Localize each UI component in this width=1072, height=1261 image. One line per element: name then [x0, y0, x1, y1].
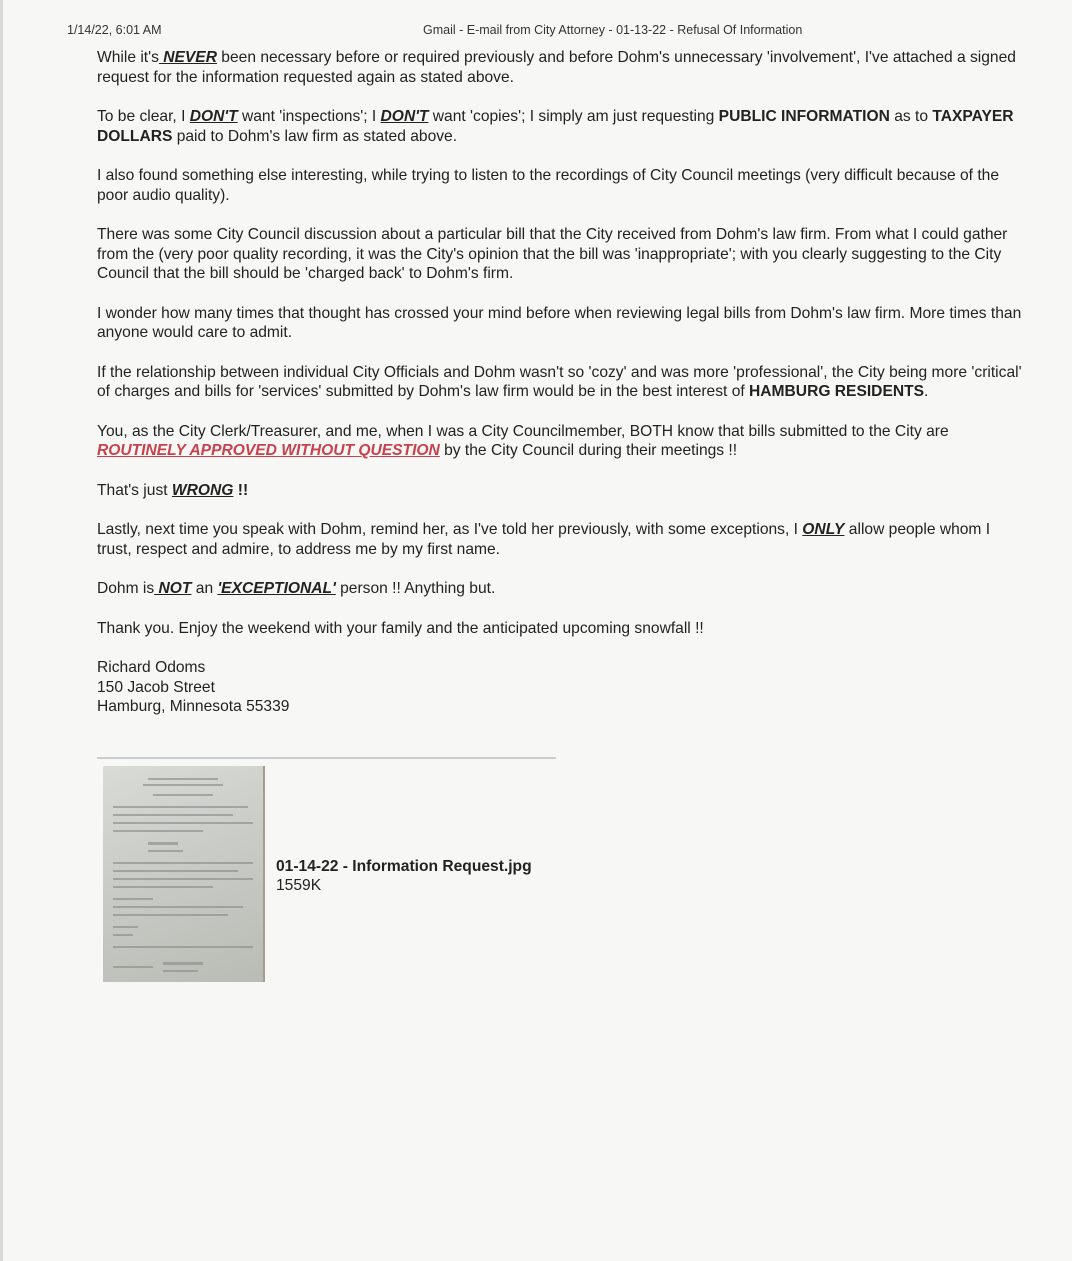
emphasis-not: NOT	[154, 580, 192, 597]
thumb-text-line	[113, 914, 228, 916]
thumb-text-line	[148, 850, 183, 852]
emphasis-never: NEVER	[158, 49, 217, 66]
text: To be clear, I	[97, 108, 190, 125]
text: been necessary before or required previously and before Dohm's unnecessary 'involvement', I've attached a signed request for the information requested again as stated above.	[97, 49, 1016, 86]
paragraph-1	[97, 48, 1022, 87]
text: You, as the City Clerk/Treasurer, and me, when I was a City Councilmember, BOTH know that bills submitted to the City are	[97, 422, 949, 440]
text: by the City Council during their meetings !!	[439, 442, 738, 459]
thumb-text-line	[113, 886, 213, 888]
paragraph-9	[97, 520, 1022, 559]
thumb-text-line	[163, 962, 203, 965]
thumb-text-line	[148, 778, 218, 780]
text: Lastly, next time you speak with Dohm, remind her, as I've told her previously, with some exceptions, I	[97, 521, 803, 538]
paragraph-7	[97, 422, 1022, 461]
thumb-text-line	[113, 934, 133, 936]
attachment-thumbnail[interactable]	[103, 766, 265, 982]
thumb-text-line	[113, 898, 153, 900]
emphasis-only: ONLY	[802, 521, 845, 538]
thumb-text-line	[113, 806, 248, 808]
email-body	[97, 48, 1022, 717]
thumb-text-line	[163, 970, 198, 972]
thumb-text-line	[113, 926, 138, 928]
paragraph-11: Thank you. Enjoy the weekend with your family and the anticipated upcoming snowfall !!	[97, 619, 704, 637]
page-left-edge	[0, 0, 3, 1261]
attachment-filename[interactable]: 01-14-22 - Information Request.jpg	[276, 858, 532, 875]
text: want 'inspections'; I	[237, 108, 381, 125]
emphasis-routinely-approved: ROUTINELY APPROVED WITHOUT QUESTION	[97, 442, 440, 459]
emphasis-wrong: WRONG	[171, 481, 234, 499]
thumb-text-line	[113, 830, 203, 832]
thumb-text-line	[148, 842, 178, 845]
signature-name: Richard Odoms	[97, 659, 206, 676]
thumb-text-line	[143, 784, 223, 786]
thumb-text-line	[113, 878, 253, 880]
thumb-text-line	[153, 794, 213, 796]
thumb-text-line	[113, 862, 253, 864]
paragraph-10	[97, 579, 1022, 599]
attachment-size: 1559K	[276, 877, 322, 894]
attachment-divider	[97, 757, 556, 759]
print-header	[67, 23, 1007, 39]
attachment-info	[276, 857, 532, 895]
text: allow people whom I trust, respect and admire, to address me by my first name.	[97, 521, 991, 558]
signature-city: Hamburg, Minnesota 55339	[97, 698, 290, 715]
text: !!	[233, 481, 249, 499]
thumb-text-line	[113, 814, 233, 816]
text: That's just	[97, 481, 172, 499]
text: paid to Dohm's law firm as stated above.	[172, 127, 458, 145]
emphasis-dont-2: DON'T	[380, 108, 429, 125]
signature-street: 150 Jacob Street	[97, 678, 215, 696]
text: If the relationship between individual City Officials and Dohm wasn't so 'cozy' and was more 'professional', the City being more 'critical' of charges and bills for 'services' submitted by Dohm's law firm would be in the best interest of	[97, 363, 1022, 400]
bold-hamburg-residents: HAMBURG RESIDENTS	[749, 383, 925, 400]
emphasis-exceptional: 'EXCEPTIONAL'	[217, 580, 336, 597]
thumb-text-line	[113, 822, 253, 824]
text: want 'copies'; I simply am just requesting	[428, 108, 719, 125]
paragraph-4: There was some City Council discussion about a particular bill that the City received from Dohm's law firm. From what I could gather from the (very poor quality recording, it was the City's opinion that the bill was 'inappropriate'; with you clearly suggesting to the City Council that the bill should be 'charged back' to Dohm's firm.	[97, 226, 1008, 282]
paragraph-3: I also found something else interesting, while trying to listen to the recordings of City Council meetings (very difficult because of the poor audio quality).	[97, 167, 1000, 204]
text: an	[191, 580, 218, 597]
bold-public-information: PUBLIC INFORMATION	[718, 108, 890, 125]
text: Dohm is	[97, 580, 155, 597]
paragraph-5: I wonder how many times that thought has crossed your mind before when reviewing legal bills from Dohm's law firm. More times than anyone would care to admit.	[97, 304, 1022, 341]
text: .	[924, 383, 929, 400]
thumb-text-line	[113, 966, 153, 968]
thumb-text-line	[113, 946, 253, 948]
paragraph-6	[97, 363, 1022, 402]
paragraph-2	[97, 107, 1022, 146]
text: as to	[889, 108, 933, 125]
signature	[97, 658, 1022, 717]
text: While it's	[97, 49, 159, 66]
bold-taxpayer-dollars: TAXPAYER DOLLARS	[97, 108, 1014, 145]
emphasis-dont-1: DON'T	[189, 108, 238, 125]
print-title: Gmail - E-mail from City Attorney - 01-13-22 - Refusal Of Information	[423, 23, 803, 37]
text: person !! Anything but.	[335, 580, 496, 597]
paragraph-8	[97, 481, 1022, 501]
print-date: 1/14/22, 6:01 AM	[67, 23, 162, 37]
thumb-text-line	[113, 870, 238, 872]
thumb-text-line	[113, 906, 243, 908]
